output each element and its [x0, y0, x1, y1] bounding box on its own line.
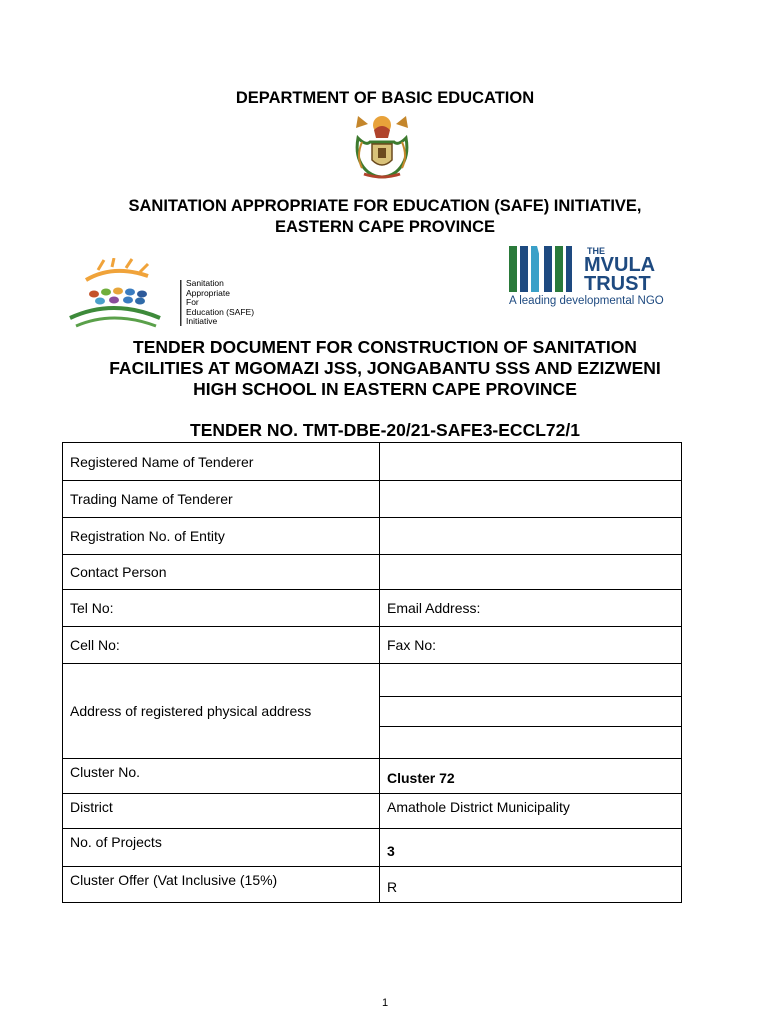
- district-label: District: [63, 794, 380, 829]
- trading-name-label: Trading Name of Tenderer: [63, 481, 380, 518]
- initiative-heading: [0, 196, 770, 238]
- fax-no-label: Fax No:: [380, 627, 682, 664]
- address-label: Address of registered physical address: [63, 664, 380, 759]
- tender-number: TENDER NO. TMT-DBE-20/21-SAFE3-ECCL72/1: [190, 420, 580, 440]
- mvula-name-line-1: MVULA: [584, 254, 656, 276]
- address-line-1-field[interactable]: [380, 667, 681, 697]
- table-row: [63, 794, 682, 829]
- table-row: [63, 867, 682, 903]
- tender-document-title: [0, 337, 770, 400]
- department-heading: DEPARTMENT OF BASIC EDUCATION: [235, 89, 535, 107]
- mvula-tagline: A leading developmental NGO: [509, 295, 664, 307]
- contact-person-label: Contact Person: [63, 555, 380, 590]
- page-number: 1: [381, 997, 389, 1009]
- mvula-name-line-2: TRUST: [584, 273, 651, 295]
- no-of-projects-label: No. of Projects: [63, 829, 380, 867]
- trading-name-field[interactable]: [380, 481, 682, 518]
- title-line-3: HIGH SCHOOL IN EASTERN CAPE PROVINCE: [193, 379, 577, 399]
- mvula-trust-wordmark: [584, 256, 655, 294]
- safe-logo-line-5: Initiative: [186, 316, 218, 327]
- safe-logo-line-4: Education (SAFE): [186, 306, 255, 317]
- cell-no-label: Cell No:: [63, 627, 380, 664]
- mvula-the: THE: [587, 246, 605, 256]
- tel-no-label: Tel No:: [63, 590, 380, 627]
- table-row: [63, 829, 682, 867]
- contact-person-field[interactable]: [380, 555, 682, 590]
- tenderer-details-table: [62, 442, 682, 903]
- cluster-offer-value[interactable]: R: [380, 867, 682, 903]
- table-row: [63, 627, 682, 664]
- table-row: [63, 555, 682, 590]
- table-row: [63, 481, 682, 518]
- table-row: [63, 664, 682, 759]
- address-line-3-field[interactable]: [380, 726, 681, 756]
- safe-logo-line-1: Sanitation: [186, 278, 224, 288]
- table-row: [63, 590, 682, 627]
- registered-name-label: Registered Name of Tenderer: [63, 443, 380, 481]
- no-of-projects-value: 3: [380, 829, 682, 867]
- title-line-1: TENDER DOCUMENT FOR CONSTRUCTION OF SANITATION: [133, 337, 637, 357]
- address-line-2-field[interactable]: [380, 696, 681, 726]
- cluster-no-value: Cluster 72: [380, 759, 682, 794]
- safe-logo-line-2: Appropriate: [186, 287, 230, 298]
- registered-name-field[interactable]: [380, 443, 682, 481]
- initiative-line-1: SANITATION APPROPRIATE FOR EDUCATION (SAFE) INITIATIVE,: [128, 197, 642, 215]
- email-address-label: Email Address:: [380, 590, 682, 627]
- cluster-no-label: Cluster No.: [63, 759, 380, 794]
- address-field-group: [380, 664, 682, 759]
- table-row: [63, 759, 682, 794]
- table-row: [63, 518, 682, 555]
- cluster-offer-label: Cluster Offer (Vat Inclusive (15%): [63, 867, 380, 903]
- address-lines: [380, 667, 681, 756]
- safe-logo-text: [186, 279, 254, 327]
- registration-no-field[interactable]: [380, 518, 682, 555]
- coat-of-arms-icon: [348, 112, 416, 184]
- title-line-2: FACILITIES AT MGOMAZI JSS, JONGABANTU SSS AND EZIZWENI: [109, 358, 661, 378]
- registration-no-label: Registration No. of Entity: [63, 518, 380, 555]
- district-value: Amathole District Municipality: [380, 794, 682, 829]
- initiative-line-2: EASTERN CAPE PROVINCE: [274, 218, 496, 236]
- safe-logo-line-3: For: [186, 297, 199, 308]
- table-row: [63, 443, 682, 481]
